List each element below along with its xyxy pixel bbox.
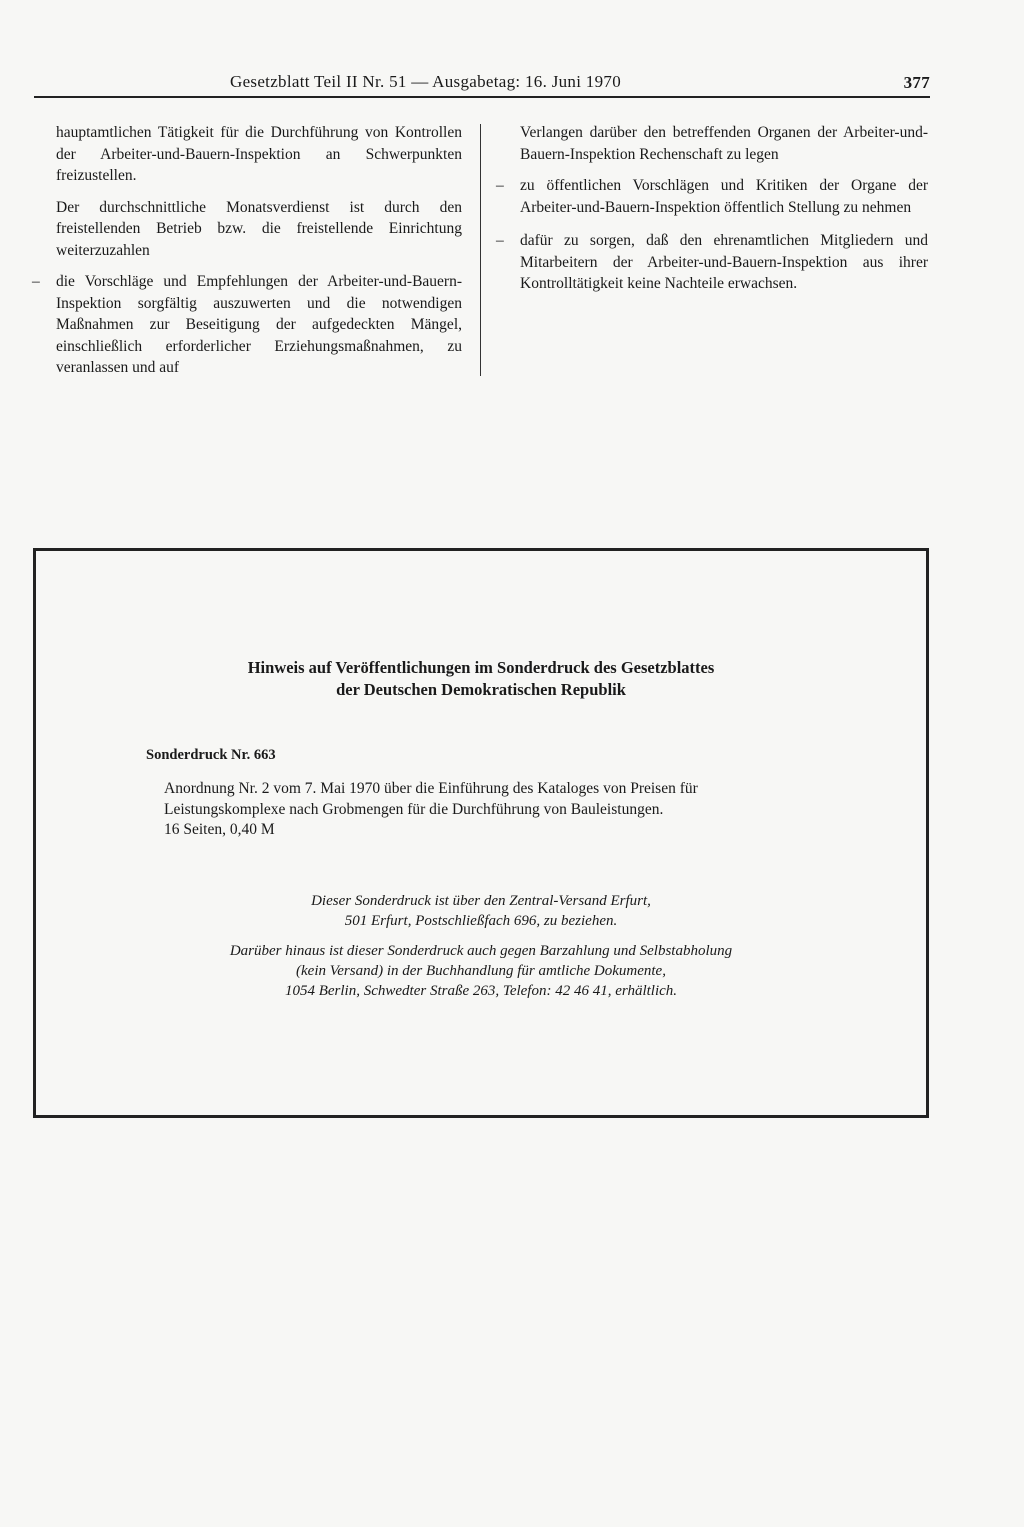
right-list-item-2-text: dafür zu sorgen, daß den ehrenamtlichen Mitgliedern und Mitarbeitern der Arbeiter-und-Bauern-Inspektion aus ihrer Kontrolltätigkeit keine Nachteile erwachsen. [520,232,928,292]
header-title: Gesetzblatt Teil II Nr. 51 — Ausgabetag: 16. Juni 1970 [230,72,621,91]
dash-bullet: – [496,177,504,194]
left-list-item-1-text: die Vorschläge und Empfehlungen der Arbeiter-und-Bauern-Inspektion sorgfältig auszuwerten und die notwendigen Maßnahmen zur Beseitigung der aufgedeckten Mängel, einschließlich erforderlicher Erziehungsmaßnahmen, zu veranlassen und auf [56,273,462,376]
right-list-item-1 [496,175,928,218]
sonderdruck-heading: Sonderdruck Nr. 663 [146,747,276,763]
box-title [36,657,926,701]
ordering-notice-2-line-2: (kein Versand) in der Buchhandlung für amtliche Dokumente, [296,963,666,979]
box-title-line-1: Hinweis auf Veröffentlichungen im Sonderdruck des Gesetzblattes [247,658,715,677]
sonderdruck-notice-box [33,548,929,1118]
right-paragraph-1: Verlangen darüber den betreffenden Organen der Arbeiter-und-Bauern-Inspektion Rechenschaft zu legen [520,124,928,163]
left-column [32,122,462,391]
ordering-notice-2 [36,941,926,1001]
left-paragraph-2: Der durchschnittliche Monatsverdienst ist durch den freistellenden Betrieb bzw. die freistellende Einrichtung weiterzuzahlen [56,198,462,259]
dash-bullet: – [32,273,40,290]
ordering-notice-1 [36,891,926,931]
ordering-notice-1-line-1: Dieser Sonderdruck ist über den Zentral-Versand Erfurt, [311,893,651,909]
right-column [496,122,928,307]
box-title-line-2: der Deutschen Demokratischen Republik [336,680,626,699]
ordering-notice-1-line-2: 501 Erfurt, Postschließfach 696, zu beziehen. [344,913,618,929]
left-paragraph-1: hauptamtlichen Tätigkeit für die Durchführung von Kontrollen der Arbeiter-und-Bauern-Inspektion an Schwerpunkten freizustellen. [56,124,462,184]
ordering-notice-2-line-1: Darüber hinaus ist dieser Sonderdruck auch gegen Barzahlung und Selbstabholung [229,943,733,959]
page-number: 377 [903,73,930,92]
ordering-notice-2-line-3: 1054 Berlin, Schwedter Straße 263, Telefon: 42 46 41, erhältlich. [284,983,678,999]
column-divider [480,124,481,376]
right-list-item-1-text: zu öffentlichen Vorschlägen und Kritiken der Organe der Arbeiter-und-Bauern-Inspektion öffentlich Stellung zu nehmen [520,177,928,216]
right-list-item-2 [496,230,928,295]
sonderdruck-text: Anordnung Nr. 2 vom 7. Mai 1970 über die Einführung des Kataloges von Preisen für Leistungskomplexe nach Grobmengen für die Durchführung von Bauleistungen. [164,780,698,818]
dash-bullet: – [496,232,504,249]
sonderdruck-price: 16 Seiten, 0,40 M [164,821,275,838]
sonderdruck-description [164,779,814,841]
page-header [34,72,930,98]
left-list-item-1 [32,271,462,379]
